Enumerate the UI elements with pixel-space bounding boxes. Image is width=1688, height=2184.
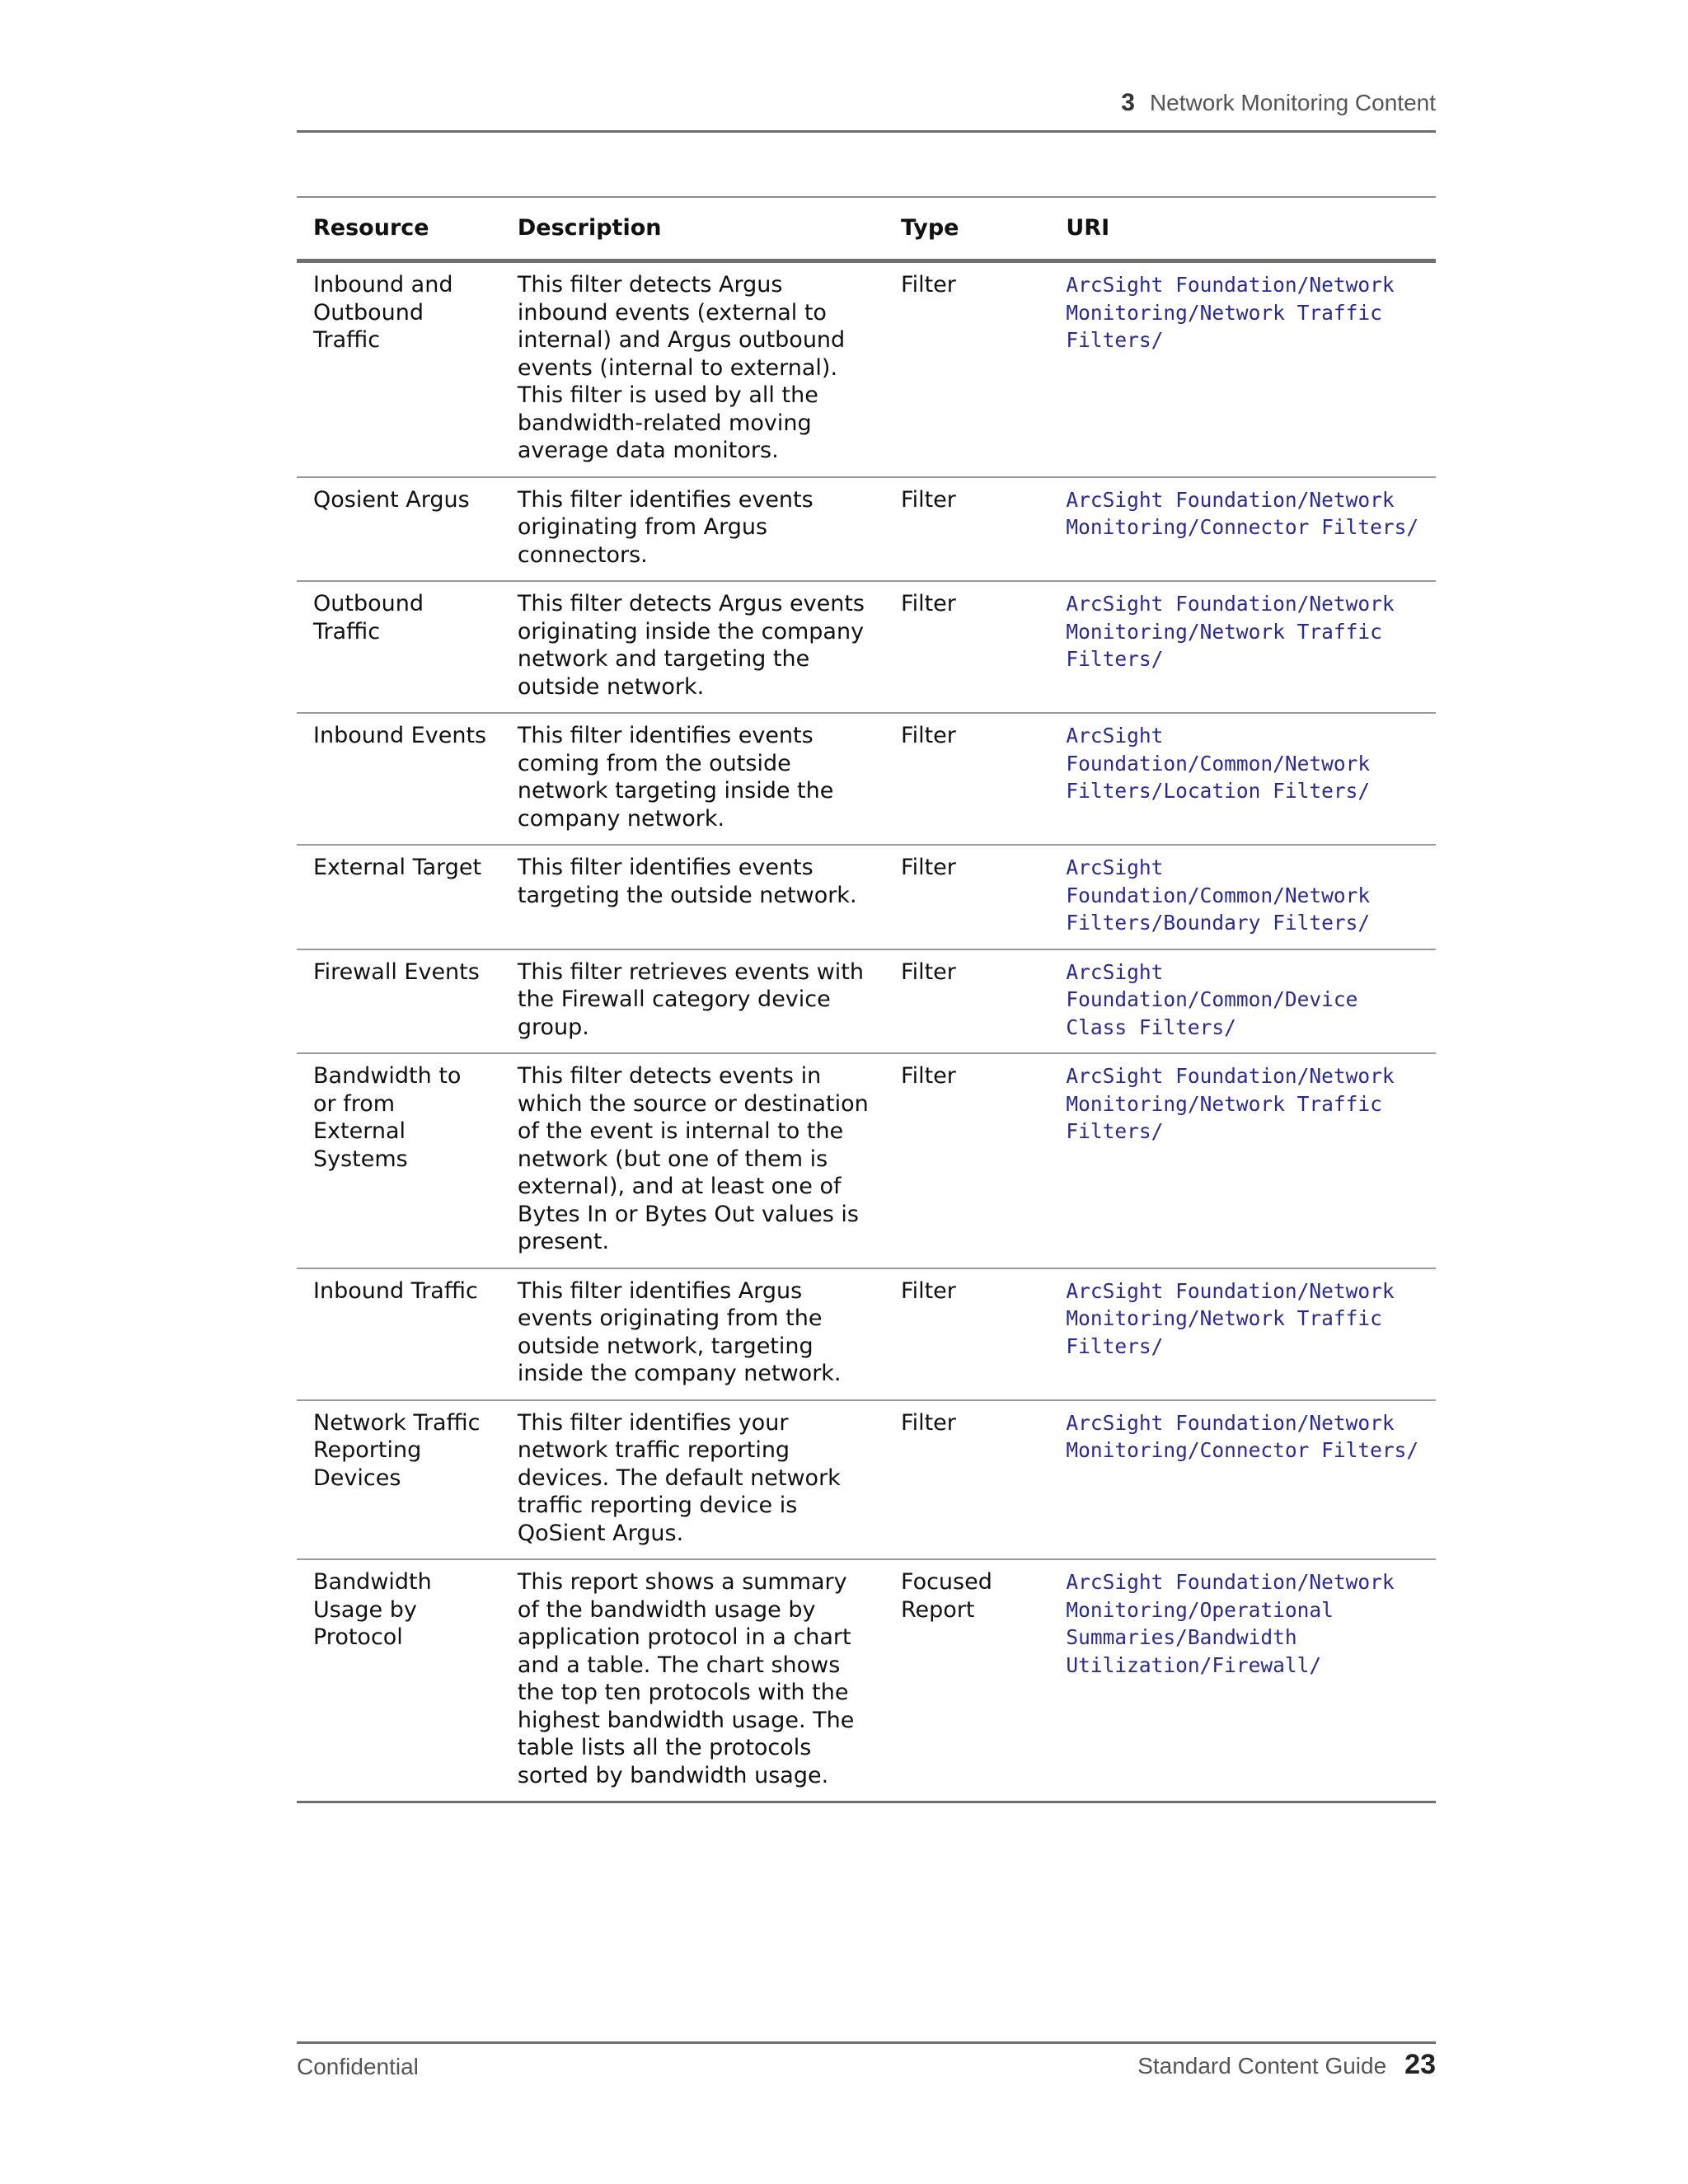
resource-cell: Inbound Events	[297, 713, 501, 845]
description-cell: This filter identifies events targeting the outside network.	[501, 845, 884, 949]
table-row	[297, 1268, 1436, 1400]
uri-cell: ArcSight Foundation/Network Monitoring/Network Traffic Filters/	[1049, 261, 1436, 477]
table-row	[297, 1400, 1436, 1560]
description-cell: This filter detects events in which the source or destination of the event is internal to the network (but one of them is external), and at least one of Bytes In or Bytes Out values is present.	[501, 1053, 884, 1268]
type-cell: Focused Report	[884, 1559, 1049, 1802]
type-cell: Filter	[884, 261, 1049, 477]
resource-cell: External Target	[297, 845, 501, 949]
type-cell: Filter	[884, 1268, 1049, 1400]
resource-cell: Bandwidth Usage by Protocol	[297, 1559, 501, 1802]
uri-cell: ArcSight Foundation/Network Monitoring/Connector Filters/	[1049, 1400, 1436, 1560]
chapter-number: 3	[1121, 89, 1135, 116]
uri-cell: ArcSight Foundation/Network Monitoring/Operational Summaries/Bandwidth Utilization/Firewall/	[1049, 1559, 1436, 1802]
table-row	[297, 713, 1436, 845]
uri-cell: ArcSight Foundation/Network Monitoring/Network Traffic Filters/	[1049, 1268, 1436, 1400]
guide-title: Standard Content Guide	[1137, 2053, 1387, 2079]
table-row	[297, 581, 1436, 713]
description-cell: This filter identifies events originating from Argus connectors.	[501, 477, 884, 582]
column-header-description: Description	[517, 215, 662, 241]
description-cell: This report shows a summary of the bandwidth usage by application protocol in a chart and a table. The chart shows the top ten protocols with the highest bandwidth usage. The table lists all the protocols sorted by bandwidth usage.	[501, 1559, 884, 1802]
page-footer	[297, 2041, 1436, 2080]
page-header	[297, 89, 1436, 133]
resource-cell: Network Traffic Reporting Devices	[297, 1400, 501, 1560]
resource-table	[297, 196, 1436, 1803]
type-cell: Filter	[884, 845, 1049, 949]
chapter-title: Network Monitoring Content	[1149, 90, 1436, 115]
resource-cell: Qosient Argus	[297, 477, 501, 582]
table-row	[297, 845, 1436, 949]
table-row	[297, 477, 1436, 582]
resource-cell: Bandwidth to or from External Systems	[297, 1053, 501, 1268]
description-cell: This filter detects Argus events originating inside the company network and targeting the outside network.	[501, 581, 884, 713]
resource-cell: Inbound Traffic	[297, 1268, 501, 1400]
type-cell: Filter	[884, 1400, 1049, 1560]
column-header-resource: Resource	[313, 215, 429, 241]
uri-cell: ArcSight Foundation/Common/Network Filters/Boundary Filters/	[1049, 845, 1436, 949]
table-row	[297, 1559, 1436, 1802]
table-row	[297, 261, 1436, 477]
resource-cell: Firewall Events	[297, 949, 501, 1054]
resource-cell: Outbound Traffic	[297, 581, 501, 713]
description-cell: This filter identifies your network traffic reporting devices. The default network traffic reporting device is QoSient Argus.	[501, 1400, 884, 1560]
type-cell: Filter	[884, 1053, 1049, 1268]
table-row	[297, 1053, 1436, 1268]
column-header-uri: URI	[1066, 215, 1110, 241]
description-cell: This filter identifies Argus events originating from the outside network, targeting inside the company network.	[501, 1268, 884, 1400]
confidential-label: Confidential	[297, 2054, 419, 2079]
footer-right	[1137, 2049, 1436, 2081]
type-cell: Filter	[884, 713, 1049, 845]
type-cell: Filter	[884, 949, 1049, 1054]
type-cell: Filter	[884, 581, 1049, 713]
page-number: 23	[1404, 2049, 1436, 2080]
type-cell: Filter	[884, 477, 1049, 582]
description-cell: This filter retrieves events with the Firewall category device group.	[501, 949, 884, 1054]
uri-cell: ArcSight Foundation/Network Monitoring/Network Traffic Filters/	[1049, 581, 1436, 713]
resource-cell: Inbound and Outbound Traffic	[297, 261, 501, 477]
description-cell: This filter identifies events coming from the outside network targeting inside the company network.	[501, 713, 884, 845]
uri-cell: ArcSight Foundation/Network Monitoring/Connector Filters/	[1049, 477, 1436, 582]
uri-cell: ArcSight Foundation/Network Monitoring/Network Traffic Filters/	[1049, 1053, 1436, 1268]
uri-cell: ArcSight Foundation/Common/Device Class Filters/	[1049, 949, 1436, 1054]
table-header-row	[297, 197, 1436, 261]
table-row	[297, 949, 1436, 1054]
description-cell: This filter detects Argus inbound events (external to internal) and Argus outbound events (internal to external). This filter is used by all the bandwidth-related moving average data monitors.	[501, 261, 884, 477]
column-header-type: Type	[901, 215, 959, 241]
uri-cell: ArcSight Foundation/Common/Network Filters/Location Filters/	[1049, 713, 1436, 845]
